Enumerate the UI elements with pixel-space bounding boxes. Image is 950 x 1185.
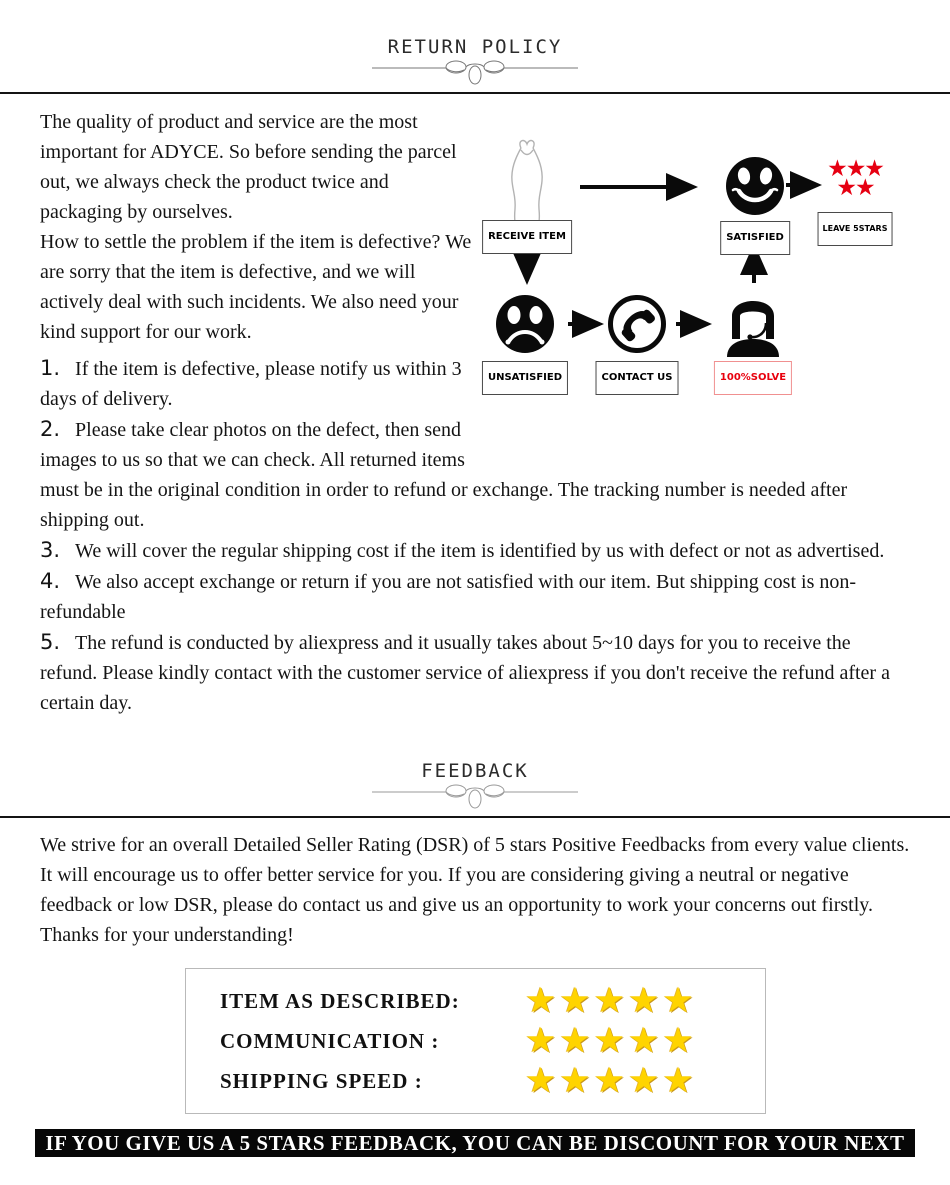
solve-label: 100%SOLVE <box>714 361 792 395</box>
dsr-ratings-box <box>185 968 766 1114</box>
contact-us-label: CONTACT US <box>596 361 679 395</box>
policy-item-2-number: 2. <box>40 417 61 441</box>
feedback-paragraph: We strive for an overall Detailed Seller Rating (DSR) of 5 stars Positive Feedbacks from every value clients. It will encourage us to offer better service for you. If you are considering giving a neutral or negative feedback or low DSR, please do contact us and give us an opportunity to work your concerns out firstly. Thanks for your understanding! <box>40 834 910 946</box>
dress-icon <box>495 137 559 232</box>
rating-row-communication <box>220 1021 765 1061</box>
rating-label: ITEM AS DESCRIBED: <box>220 988 460 1013</box>
policy-item-4-number: 4. <box>40 569 61 593</box>
feedback-header <box>0 718 950 809</box>
policy-item-1-number: 1. <box>40 356 61 380</box>
policy-item-4-text: We also accept exchange or return if you are not satisfied with our item. But shipping cost is non-refundable <box>40 571 857 623</box>
return-policy-header <box>0 0 950 85</box>
gold-stars-icon: ★★★★★ <box>525 981 697 1021</box>
policy-item-1-text: If the item is defective, please notify us within 3 days of delivery. <box>40 358 462 410</box>
happy-face-icon <box>724 155 786 217</box>
policy-paragraph-2: How to settle the problem if the item is defective? We are sorry that the item is defective, and we will actively deal with such incidents. We also need your kind support for our work. <box>40 231 472 343</box>
flourish-ornament <box>370 59 580 85</box>
five-red-stars-icon <box>827 156 883 201</box>
flourish-ornament <box>370 783 580 809</box>
gold-stars-icon: ★★★★★ <box>525 1061 697 1101</box>
sad-face-icon <box>494 293 556 355</box>
red-stars-top-row: ★★★ <box>827 156 883 182</box>
customer-service-icon <box>721 289 785 357</box>
policy-item-5 <box>40 627 910 718</box>
rating-row-item-as-described <box>220 981 765 1021</box>
leave-5stars-label: LEAVE 5STARS <box>818 212 893 246</box>
red-stars-bottom-row: ★★ <box>836 175 874 201</box>
rating-row-shipping-speed <box>220 1061 765 1101</box>
phone-icon <box>606 293 668 355</box>
return-policy-body <box>0 94 950 718</box>
feedback-body <box>0 818 950 950</box>
rating-label: SHIPPING SPEED : <box>220 1068 423 1093</box>
satisfied-label: SATISFIED <box>720 221 790 255</box>
unsatisfied-label: UNSATISFIED <box>482 361 568 395</box>
gold-stars-icon: ★★★★★ <box>525 1021 697 1061</box>
policy-item-3-number: 3. <box>40 538 61 562</box>
policy-item-3-text: We will cover the regular shipping cost if the item is identified by us with defect or not as advertised. <box>75 540 885 562</box>
discount-banner: IF YOU GIVE US A 5 STARS FEEDBACK, YOU CAN BE DISCOUNT FOR YOUR NEXT ORDER <box>35 1129 915 1157</box>
return-flow-diagram <box>480 107 910 459</box>
policy-paragraph-1: The quality of product and service are the most important for ADYCE. So before sending the parcel out, we always check the product twice and packaging by ourselves. <box>40 111 457 223</box>
policy-item-2-text: Please take clear photos on the defect, then send images to us so that we can check. All returned items must be in the original condition in order to refund or exchange. The tracking number is needed after shipping out. <box>40 419 848 531</box>
policy-item-3 <box>40 535 910 566</box>
rating-label: COMMUNICATION : <box>220 1028 440 1053</box>
feedback-title: FEEDBACK <box>421 760 529 782</box>
return-policy-title: RETURN POLICY <box>387 36 563 58</box>
receive-item-label: RECEIVE ITEM <box>482 220 572 254</box>
policy-item-4 <box>40 566 910 627</box>
policy-item-5-number: 5. <box>40 630 61 654</box>
policy-item-5-text: The refund is conducted by aliexpress and it usually takes about 5~10 days for you to receive the refund. Please kindly contact with the customer service of aliexpress if you don't receive the refund after a certain day. <box>40 632 890 714</box>
